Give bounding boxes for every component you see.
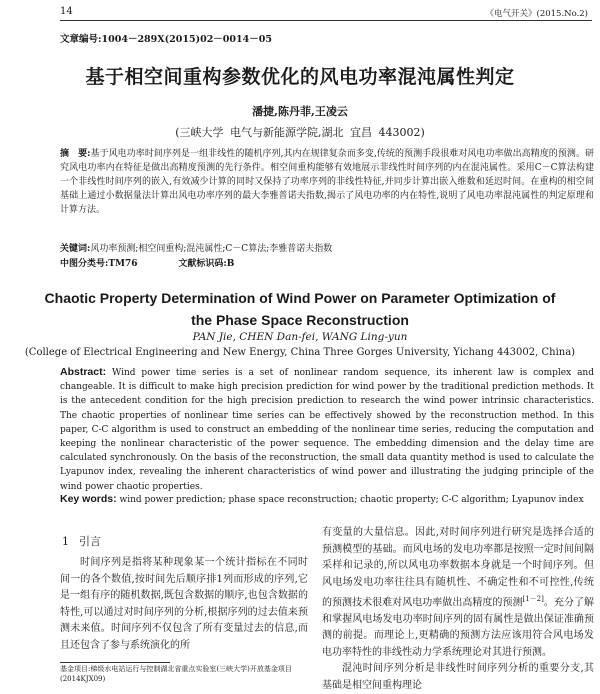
english-authors: PAN Jie, CHEN Dan-fei, WANG Ling-yun bbox=[192, 331, 408, 343]
citation-ref: [1－2] bbox=[522, 595, 544, 603]
article-number: 文章编号:1004－289X(2015)02－0014－05 bbox=[60, 34, 272, 45]
chinese-keywords-text: 风功率预测;相空间重构;混沌属性;C－C算法;李雅普诺夫指数 bbox=[90, 244, 333, 254]
paragraph-2-text-start: 有变量的大量信息。因此,对时间序列进行研究是选择合适的预测模型的基础。而风电场的发电功率都是按照一定时间间隔采样和记录的,所以风电功率数据本身就是一个时间序列。但风电场发电功率往往具有随机性、不确定性和不可控性,传统的预测技术很难对风电功率做出高精度的预测 bbox=[322, 527, 594, 609]
english-abstract-text: Wind power time series is a set of nonlinear random sequence, its inherent law is complex and changeable. It is difficult to make high precision prediction for wind power by the traditional prediction methods. It is the antecedent condition for the high precision prediction to research the wind power intrinsic characteristics. The chaotic properties of nonlinear time series can be effectively showed by the reconstruction method. In this paper, C-C algorithm is used to construct an embedding of the nonlinear time series, reducing the computation and keeping the nonlinear characteristic of the power sequence. The embedding dimension and the delay time are calculated synchronously. On the basis of the reconstruction, the small data quantity method is used to calculate the Lyapunov index, revealing the inherent characteristics of wind power and illustrating the judging principle of the wind power chaotic properties. bbox=[60, 368, 594, 492]
document-code-label: 文献标识码: bbox=[178, 259, 227, 269]
footnote: 基金项目:梯级水电站运行与控制湖北省重点实验室(三峡大学)开放基金项目(2014KJX09) bbox=[60, 665, 292, 683]
document-code-value: B bbox=[226, 259, 235, 269]
chinese-abstract bbox=[60, 147, 594, 217]
english-title bbox=[0, 287, 600, 331]
body-paragraph-3: 混沌时间序列分析是非线性时间序列分析的重要分支,其基础是相空间重构理论 bbox=[322, 663, 594, 691]
chinese-title: 基于相空间重构参数优化的风电功率混沌属性判定 bbox=[85, 66, 515, 88]
classification-label: 中图分类号: bbox=[60, 259, 109, 269]
english-abstract-label: Abstract: bbox=[60, 366, 107, 378]
section-title: 引言 bbox=[79, 535, 101, 548]
english-title-line-2: the Phase Space Reconstruction bbox=[191, 312, 409, 328]
body-column-left bbox=[60, 525, 308, 654]
chinese-abstract-label: 摘 要: bbox=[60, 149, 91, 159]
header-rule bbox=[60, 20, 592, 21]
footnote-rule bbox=[60, 662, 170, 663]
english-abstract bbox=[60, 365, 594, 494]
body-paragraph-2 bbox=[322, 525, 594, 661]
section-number: 1 bbox=[62, 535, 69, 548]
classification-line bbox=[60, 256, 234, 269]
journal-name: 《电气开关》(2015.No.2) bbox=[485, 9, 588, 19]
classification-value: TM76 bbox=[108, 259, 138, 269]
chinese-authors: 潘捷,陈丹菲,王凌云 bbox=[252, 105, 348, 118]
page-number: 14 bbox=[60, 6, 73, 17]
chinese-keywords bbox=[60, 241, 594, 254]
english-keywords-text: wind power prediction; phase space reconstruction; chaotic property; C-C algorithm; Lyapunov index bbox=[119, 495, 584, 505]
english-keywords-label: Key words: bbox=[60, 493, 117, 505]
paragraph-2-text-end: 。充分了解和掌握风电场发电功率时间序列的固有属性是做出保证准确预测的前提。而理论上,更精确的预测方法应该用符合风电场发电功率特性的非线性动力学系统理论对其进行预测。 bbox=[322, 597, 595, 658]
section-heading bbox=[62, 533, 308, 549]
body-paragraph-1: 时间序列是指将某种现象某一个统计指标在不同时间一的各个数值,按时间先后顺序排1列而形成的序列,它是一组有序的随机数据,既包含数据的顺序,也包含数据的特性,可以通过对时间序列的分析,根据序列的过去值来预测未来值。时间序列不仅包含了所有变量过去的信息,而且还包含了参与系统演化的所 bbox=[60, 557, 308, 651]
english-title-line-1: Chaotic Property Determination of Wind Power on Parameter Optimization of bbox=[44, 290, 556, 306]
chinese-affiliation: (三峡大学 电气与新能源学院,湖北 宜昌 443002) bbox=[175, 126, 425, 139]
chinese-keywords-label: 关键词: bbox=[60, 244, 91, 254]
english-affiliation: (College of Electrical Engineering and New Energy, China Three Gorges University, Yichang 443002, China) bbox=[24, 347, 576, 358]
body-column-right bbox=[322, 525, 594, 694]
chinese-abstract-text: 基于风电功率时间序列是一组非线性的随机序列,其内在规律复杂而多变,传统的预测手段很难对风电功率做出高精度的预测。研究风电功率内在特征是做出高精度预测的先行条件。相空间重构能够有效地展示非线性时间序列的内在混沌属性。采用C－C算法构建一个非线性时间序列的嵌入,有效减少计算的同时又保持了功率序列的非线性特征,并同步计算出嵌入维数和延迟时间。在重构的相空间基础上通过小数据量法计算出风电功率序列的最大李雅普诺夫指数,揭示了风电功率的内在特性,说明了风电功率混沌属性的判定原理和计算方法。 bbox=[60, 149, 595, 215]
english-keywords bbox=[60, 493, 594, 505]
